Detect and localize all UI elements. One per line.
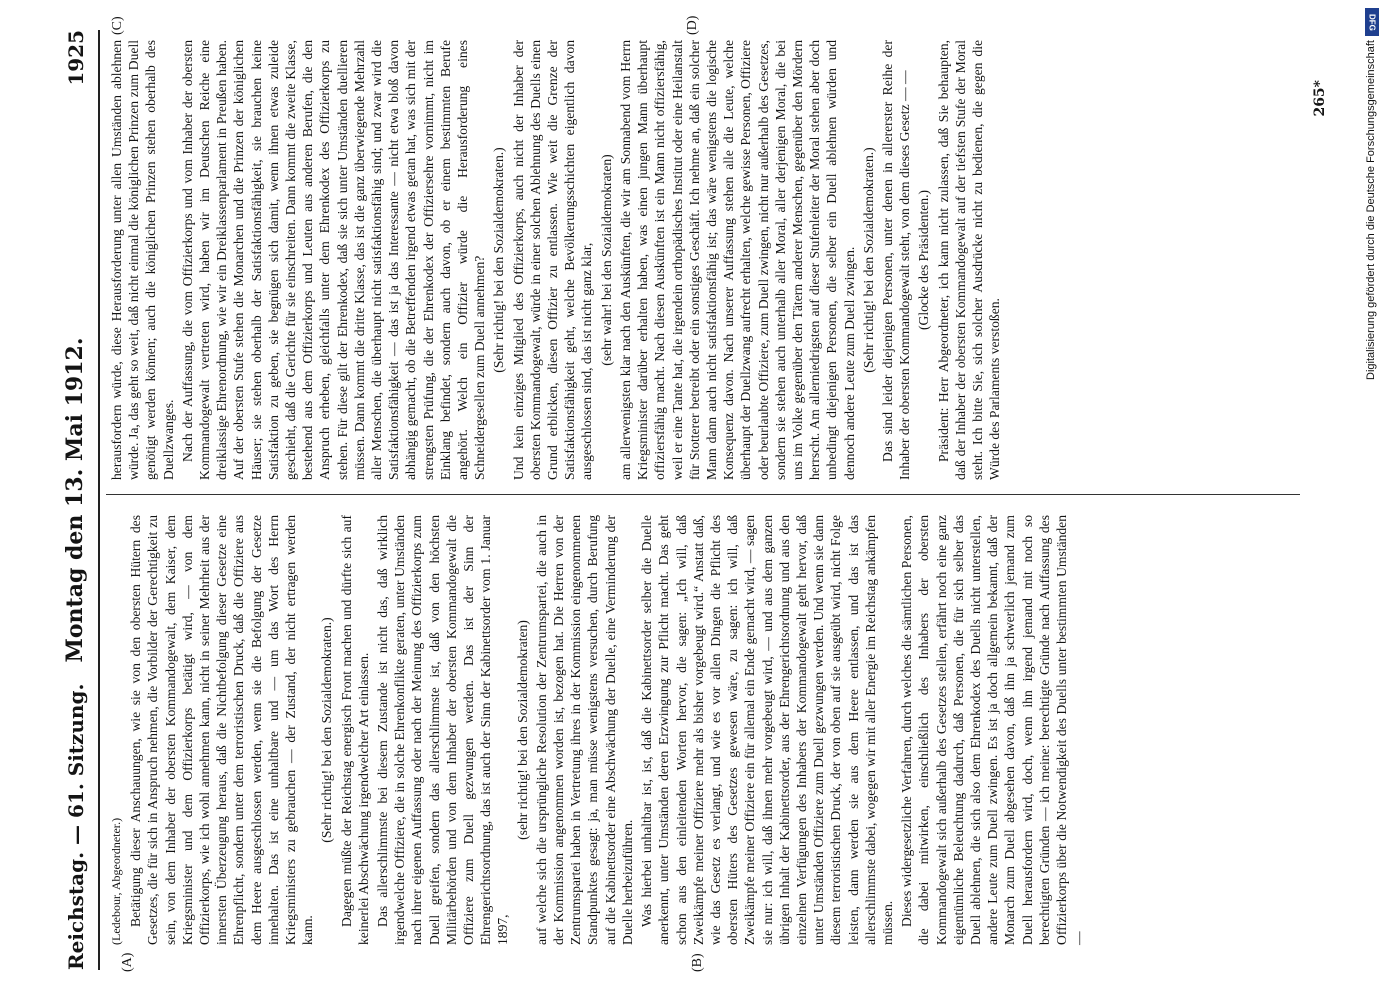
column-divider <box>106 494 1300 495</box>
paragraph: Dagegen müßte der Reichstag energisch Front machen und dürfte sich auf keinerlei Abschwächung irgendwelcher Art einlassen. <box>338 515 371 945</box>
margin-letter-a: (A) <box>120 952 135 972</box>
dfg-logo-icon: DFG <box>1365 8 1379 36</box>
interjection: (Sehr richtig! bei den Sozialdemokraten.) <box>491 147 507 373</box>
interjection: (Glocke des Präsidenten.) <box>916 189 932 331</box>
digitization-credit: Digitalisierung gefördert durch die Deutsche Forschungsgemeinschaft <box>1365 40 1377 380</box>
text-column-left <box>108 515 1089 945</box>
interjection: (sehr richtig! bei den Sozialdemokraten) <box>514 620 530 840</box>
header-column-number: 1925 <box>64 30 88 86</box>
interjection: (Sehr richtig! bei den Sozialdemokraten.) <box>860 147 876 373</box>
paragraph: auf welche sich die ursprüngliche Resolution der Zentrumspartei, die auch in der Kommission angenommen worden ist, bezogen hat. Die Herren von der Zentrumspartei haben in Vertretung ihres in der Kommission eingenommenen Standpunktes gesagt: ja, man müsse wenigstens versuchen, durch Berufung auf die Kabinettsorder eine Abschwächung der Duelle, eine Verminderung der Duelle herbeizuführen. <box>533 515 635 945</box>
paragraph: am allerwenigsten klar nach den Auskünften, die wir am Sonnabend vom Herrn Kriegsminister darüber erhalten haben, was einen jungen Mann überhaupt offiziersfähig macht. Nach diesen Auskünften ist ein Mann nicht offiziersfähig, weil er eine Tante hat, die irgendein orthopädisches Institut oder eine Heilanstalt für Stotterer betreibt oder ein sonstiges Geschäft. Ich nehme an, daß ein solcher Mann dann auch nicht satisfaktionsfähig ist; das wäre wenigstens die logische Konsequenz davon. Nach unserer Auffassung stehen alle die Leute, welche überhaupt der Duellzwang aufrecht erhalten, welche gewisse Personen, Offiziere oder beurlaubte Offiziere, zum Duell zwingen, nicht nur außerhalb des Gesetzes, sondern sie stehen auch unterhalb aller Moral, aller derjenigen Moral, die bei uns im Volke gegenüber den Tätern anderer Menschen, gegenüber den Mördern herrscht. Am allerniedrigsten auf dieser Stufenleiter der Moral stehen aber doch unbedingt diejenigen Personen, die selber ein Duell ablehnen würden und dennoch andere Leute zum Duell zwingen. <box>617 40 857 480</box>
paragraph: Das allerschlimmste bei diesem Zustande ist nicht das, daß wirklich irgendwelche Offiziere, die in solche Ehrenkonflikte geraten, unter Umständen nach ihrer eigenen Auffassung oder nach der Meinung des Offizierkorps zum Duell greifen, sondern das allerschlimmste ist, daß von den höchsten Militärbehörden und von dem Inhaber der obersten Kommandogewalt die Offiziere zum Duell gezwungen werden. Das ist der Sinn der Ehrengerichtsordnung, das ist auch der Sinn der Kabinettsorder vom 1. Januar 1897, <box>375 515 511 945</box>
page-number: 265* <box>1312 80 1328 117</box>
speaker-note: (Ledebour, Abgeordneter.) <box>109 817 123 945</box>
header-rule <box>98 30 100 970</box>
document-page <box>50 0 1340 1000</box>
president-statement: Präsident: Herr Abgeordneter, ich kann nicht zulassen, daß Sie behaupten, daß der Inhaber der obersten Kommandogewalt auf der tiefsten Stufe der Moral steht. Ich bitte Sie, sich solcher Ausdrücke nicht zu bedienen, die gegen die Würde des Parlaments verstoßen. <box>935 40 1003 480</box>
interjection: (sehr wahr! bei den Sozialdemokraten) <box>598 154 614 366</box>
text-column-right <box>108 40 1005 480</box>
header-date: Montag den 13. Mai 1912. <box>62 337 88 663</box>
paragraph: Dieses widergesetzliche Verfahren, durch welches die sämtlichen Personen, die dabei mitwirken, einschließlich des Inhabers der obersten Kommandogewalt sich außerhalb des Gesetzes stellen, erfährt noch eine ganz eigentümliche Beleuchtung dadurch, daß Personen, die für sich selber das Duell ablehnen, die sich also dem Ehrenkodex des Duells nicht unterstellen, andere Leute zum Duell zwingen. Es ist ja doch allgemein bekannt, daß der Monarch zum Duell abgesehen davon, daß ihn ja schwerlich jemand zum Duell herausfordern wird, doch, wenn ihn irgend jemand mit noch so berechtigten Gründen — ich meine: berechtigte Gründe nach Auffassung des Offizierkorps über die Notwendigkeit des Duells unter bestimmten Umständen — <box>899 515 1087 945</box>
paragraph: Nach der Auffassung, die vom Offizierkorps und vom Inhaber der obersten Kommandogewalt vertreten wird, haben wir im Deutschen Reiche eine dreiklassige Ehrenordnung, wie wir ein Dreiklassenparlament in Preußen haben. Auf der obersten Stufe stehen die Monarchen und die Prinzen der königlichen Häuser; sie stehen oberhalb der Satisfaktionsfähigkeit, sie brauchen keine Satisfaktion zu geben, sie begnügen sich damit, wenn ihnen etwas zuleide geschieht, daß die Gerichte für sie einschreiten. Dann kommt die zweite Klasse, bestehend aus dem Offizierkorps und Leuten aus anderen Berufen, die den Anspruch erheben, gleichfalls unter dem Ehrenkodex des Offizierkorps zu stehen. Für diese gilt der Ehrenkodex, daß sie sich unter Umständen duellieren müssen. Dann kommt die dritte Klasse, das ist die ganz überwiegende Mehrzahl aller Menschen, die überhaupt nicht satisfaktionsfähig sind; und zwar wird die Satisfaktionsfähigkeit — das ist ja das Interessante — nicht etwa bloß davon abhängig gemacht, ob die Betreffenden irgend etwas getan hat, was sich mit der strengsten Prüfung, die der Ehrenkodex der Offiziersehre vornimmt, nicht im Einklang befindet, sondern auch davon, ob er einem bestimmten Berufe angehört. Welch ein Offizier würde die Herausforderung eines Schneidergesellen zum Duell annehmen? <box>179 40 488 480</box>
header-session: Reichstag. — 61. Sitzung. <box>64 683 88 970</box>
paragraph: Und kein einziges Mitglied des Offizierkorps, auch nicht der Inhaber der obersten Kommandogewalt, würde in einer solchen Ablehnung des Duells einen Grund erblicken, diesen Offizier zu entlassen. Wie weit die Grenze der Satisfaktionsfähigkeit geht, welche Bevölkerungsschichten eigentlich davon ausgeschlossen sind, das ist nicht ganz klar, <box>510 40 595 480</box>
paragraph: Betätigung dieser Anschauungen, wie sie von den obersten Hütern des Gesetzes, die für sich in Anspruch nehmen, die Vorbilder der Gerechtigkeit zu sein, von dem Inhaber der obersten Kommandogewalt, dem Kaiser, dem Kriegsminister und dem Offizierkorps betätigt wird, — von dem Offizierkorps, wie ich wohl annehmen kann, nicht in seiner Mehrheit aus der innersten Überzeugung heraus, daß die Nichtbefolgung dieser Gesetze eine Ehrenpflicht, sondern unter dem terroristischen Druck, daß die Offiziere aus dem Heere ausgeschlossen werden, wenn sie die Befolgung der Gesetze innehalten. Das ist eine unhaltbare und — um das Wort des Herrn Kriegsministers zu gebrauchen — der Zustand, der nicht ertragen werden kann. <box>128 515 316 945</box>
page-header <box>58 30 98 970</box>
paragraph: herausfordern würde, diese Herausforderung unter allen Umständen ablehnen würde. Ja, das geht so weit, daß nicht einmal die königlichen Prinzen zum Duell genötigt werden können; auch die königlichen Prinzen stehen oberhalb des Duellzwanges. <box>109 40 176 480</box>
interjection: (Sehr richtig! bei den Sozialdemokraten.) <box>319 617 335 843</box>
margin-letter-c: (C) <box>110 16 125 35</box>
paragraph: Was hierbei unhaltbar ist, ist, daß die Kabinettsorder selber die Duelle anerkennt, unter Umständen deren Erzwingung zur Pflicht macht. Das geht schon aus den einleitenden Worten hervor, die sagen: „Ich will, daß Zweikämpfe meiner Offiziere mehr als bisher vorgebeugt wird.“ Anstatt daß, wie das Gesetz es verlangt, und wie es vor allen Dingen die Pflicht des obersten Hüters des Gesetzes gewesen wäre, zu sagen: ich will, daß Zweikämpfe meiner Offiziere ein für allemal ein Ende gemacht wird, — sagen sie nur: ich will, daß ihnen mehr vorgebeugt wird, — und aus dem ganzen übrigen Inhalt der Kabinettsorder, aus der Ehrengerichtsordnung und aus den einzelnen Verfügungen des Inhabers der Kommandogewalt geht hervor, daß unter Umständen Offiziere zum Duell gezwungen werden. Und wenn sie dann diesem terroristischen Druck, der von oben auf sie ausgeübt wird, nicht Folge leisten, dann werden sie aus dem Heere entlassen, und das ist das allerschlimmste dabei, wogegen wir mit aller Energie im Reichstag ankämpfen müssen. <box>639 515 895 945</box>
margin-letter-d: (D) <box>685 15 700 35</box>
margin-letter-b: (B) <box>690 953 705 972</box>
paragraph: Das sind leider diejenigen Personen, unter denen in allererster Reihe der Inhaber der obersten Kommandogewalt steht, von dem dieses Gesetz — — <box>879 40 913 480</box>
